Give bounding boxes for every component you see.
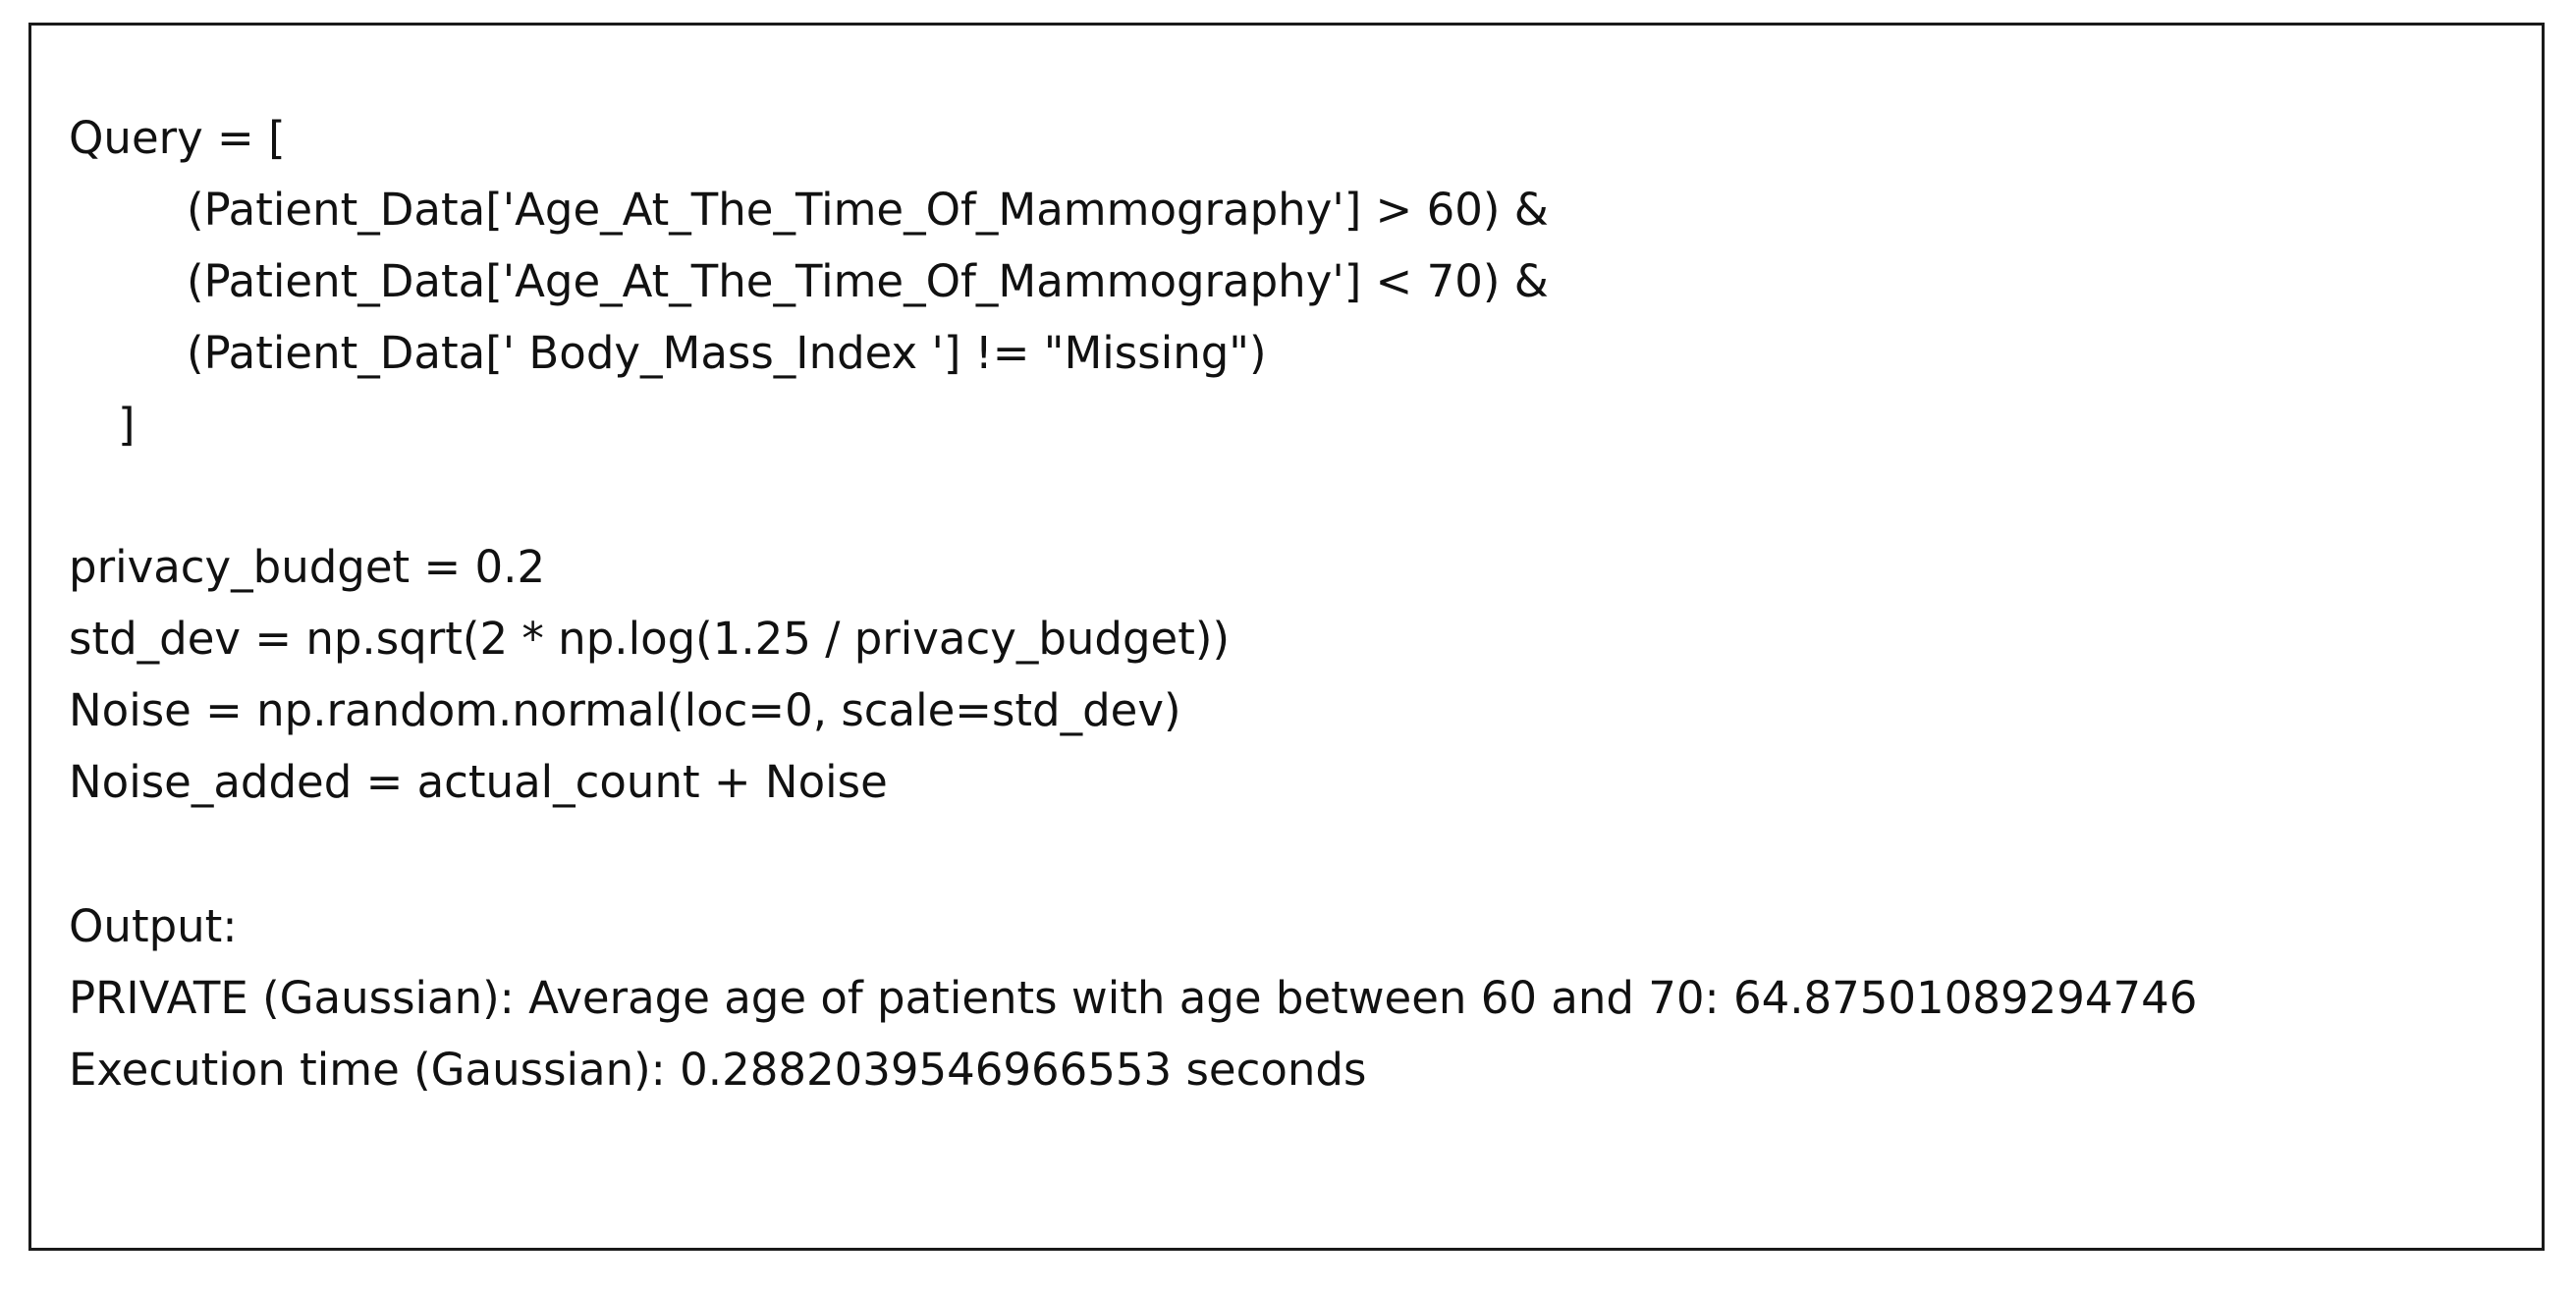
code-line: std_dev = np.sqrt(2 * np.log(1.25 / privacy_budget)) [69,613,1230,665]
output-line: Execution time (Gaussian): 0.2882039546966553 seconds [69,1044,1367,1096]
query-open-line: Query = [ [69,112,286,164]
query-condition-line: (Patient_Data['Age_At_The_Time_Of_Mammography'] > 60) & [187,184,1549,236]
code-snippet-box [28,23,2545,1251]
output-line: PRIVATE (Gaussian): Average age of patients with age between 60 and 70: 64.87501089294746 [69,972,2198,1024]
query-close-line: ] [118,399,136,451]
query-condition-line: (Patient_Data['Age_At_The_Time_Of_Mammography'] < 70) & [187,255,1549,307]
query-condition-line: (Patient_Data[' Body_Mass_Index '] != "Missing") [187,327,1267,379]
output-label: Output: [69,900,238,952]
code-line: privacy_budget = 0.2 [69,541,546,593]
code-line: Noise_added = actual_count + Noise [69,756,888,808]
code-line: Noise = np.random.normal(loc=0, scale=std_dev) [69,684,1181,736]
